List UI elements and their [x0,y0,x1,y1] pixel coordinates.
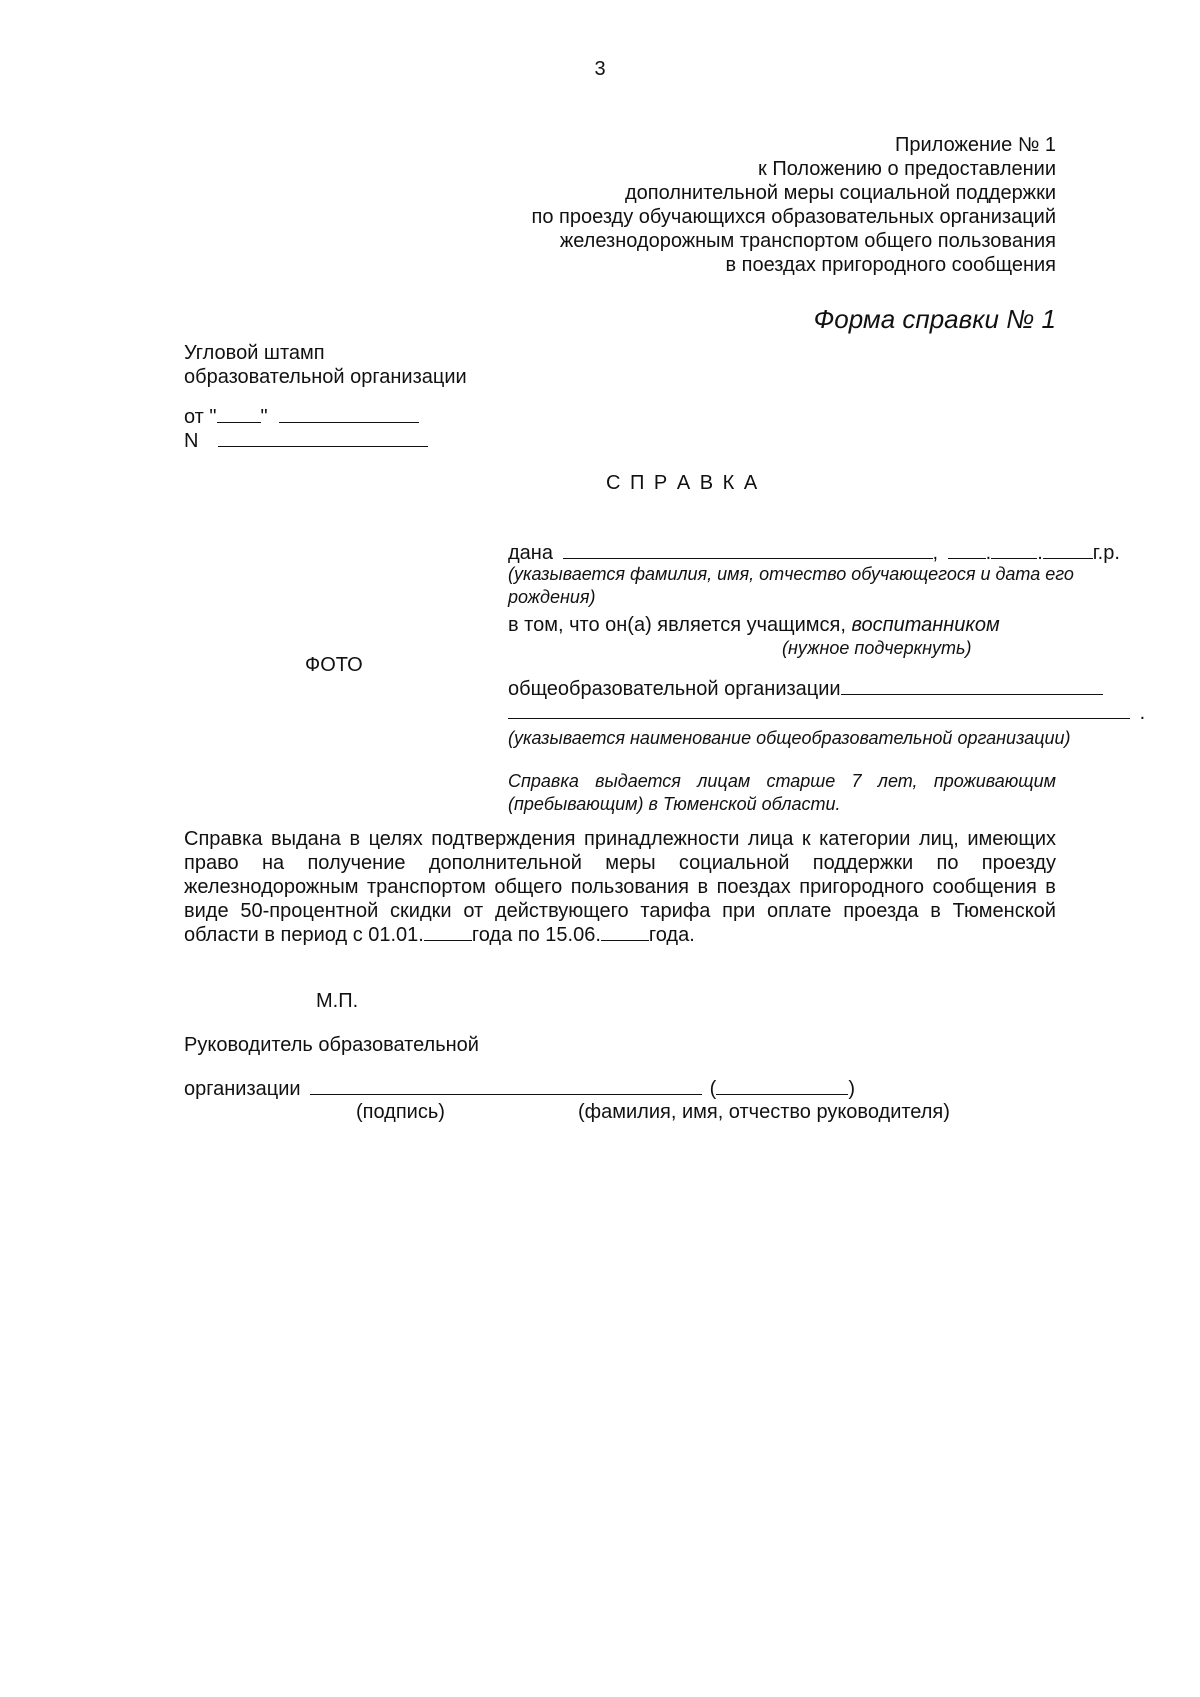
purpose-word: право [184,852,239,874]
purpose-period-end: года. [648,924,695,946]
purpose-word: меры [605,852,656,874]
purpose-word: выдана [270,828,341,850]
purpose-word: проезду [981,852,1056,874]
given-suffix: г.р. [1092,542,1120,564]
header-line-2: к Положению о предоставлении [758,158,1056,180]
purpose-word: от [463,900,484,922]
signature-hint: (подпись) [356,1101,445,1123]
purpose-word: проезда [843,900,919,922]
purpose-word: по [936,852,959,874]
purpose-word: лиц, [918,828,959,850]
purpose-word: 50-процентной [240,900,379,922]
note-word: старше [766,771,836,791]
header-line-5: железнодорожным транспортом общего пользования [559,230,1056,252]
stamp-date-row [184,404,419,430]
signature-paren-close: ) [848,1078,856,1100]
given-prefix: дана [508,542,553,564]
note-word: лет, [877,771,918,791]
status-text: в том, что он(а) является учащимся, [508,614,846,636]
organization-row [508,676,1103,702]
given-comma: , [932,542,939,564]
note-line-2: (пребывающим) в Тюменской области. [508,794,841,814]
purpose-line-2 [184,850,1056,876]
organization-row-2 [508,700,1145,726]
director-name-hint: (фамилия, имя, отчество руководителя) [578,1101,950,1123]
purpose-word: принадлежности [583,828,740,850]
purpose-word: оплате [767,900,832,922]
purpose-word: к [801,828,811,850]
purpose-period-start: области в период с 01.01. [184,924,424,946]
status-option-pupil[interactable]: воспитанником [851,614,1000,636]
organization-label: общеобразовательной организации [508,678,841,700]
organization-name-field[interactable] [841,693,1103,695]
status-hint: (нужное подчеркнуть) [782,638,972,658]
director-name-field[interactable] [716,1093,848,1095]
photo-label: ФОТО [305,654,363,676]
purpose-word: дополнительной [428,852,582,874]
purpose-word: при [722,900,756,922]
birth-day-field[interactable] [948,557,986,559]
purpose-word: железнодорожным [184,876,359,898]
given-dot-1: . [985,542,992,564]
purpose-period-mid: года по 15.06. [471,924,601,946]
purpose-line-3 [184,874,1056,900]
given-hint-line-2: рождения) [508,587,596,607]
period-end-year-field[interactable] [601,939,649,941]
purpose-word: тарифа [640,900,711,922]
purpose-word: в [349,828,361,850]
signature-paren-open: ( [709,1078,717,1100]
status-row [508,612,1000,638]
signature-field[interactable] [310,1093,702,1095]
purpose-word: в [697,876,709,898]
purpose-word: общего [494,876,563,898]
organization-dot: . [1139,702,1146,724]
stamp-line-2: образовательной организации [184,366,467,388]
purpose-word: в [1045,876,1056,898]
purpose-word: целях [368,828,423,850]
note-word: 7 [851,771,862,791]
purpose-word: лица [747,828,794,850]
purpose-line-5 [184,922,695,948]
stamp-number-field[interactable] [218,445,428,447]
stamp-day-field[interactable] [217,421,261,423]
stamp-line-1: Угловой штамп [184,342,325,364]
note-word: лицам [697,771,751,791]
organization-hint: (указывается наименование общеобразовательной организации) [508,728,1071,748]
given-dot-2: . [1037,542,1043,564]
stamp-number-prefix: N [184,430,199,452]
purpose-word: виде [184,900,229,922]
header-line-1: Приложение № 1 [895,134,1056,156]
stamp-date-field[interactable] [279,421,419,423]
purpose-word: на [261,852,285,874]
purpose-word: пригородного [799,876,924,898]
note-line-1 [508,770,1056,792]
purpose-word: Тюменской [952,900,1056,922]
given-hint-line-1: (указывается фамилия, имя, отчество обучающегося и дата его [508,564,1074,584]
purpose-word: категории [819,828,911,850]
purpose-word: поездах [716,876,791,898]
stamp-from-prefix: от " [184,406,217,428]
birth-month-field[interactable] [991,557,1037,559]
note-word: проживающим [933,771,1056,791]
document-title: С П Р А В К А [606,472,760,494]
stamp-number-row [184,428,428,454]
seal-label: М.П. [316,990,359,1012]
purpose-word: имеющих [967,828,1056,850]
purpose-line-1 [184,826,1056,852]
header-line-6: в поездах пригородного сообщения [725,254,1056,276]
purpose-word: скидки [390,900,452,922]
purpose-word: Справка [184,828,263,850]
purpose-word: транспортом [366,876,486,898]
signature-prefix: организации [184,1078,301,1100]
purpose-word: в [930,900,941,922]
purpose-word: получение [307,852,406,874]
purpose-word: поддержки [812,852,914,874]
purpose-word: подтверждения [431,828,576,850]
purpose-word: социальной [678,852,790,874]
purpose-word: действующего [494,900,629,922]
page-number: 3 [594,58,606,80]
purpose-line-4 [184,898,1056,924]
purpose-word: пользования [570,876,689,898]
form-title: Форма справки № 1 [813,304,1056,334]
note-word: выдается [595,771,681,791]
birth-year-field[interactable] [1043,557,1093,559]
note-word: Справка [508,771,579,791]
header-line-3: дополнительной меры социальной поддержки [625,182,1056,204]
stamp-from-mid: " [260,406,268,428]
student-name-field[interactable] [563,557,933,559]
period-start-year-field[interactable] [424,939,472,941]
header-line-4: по проезду обучающихся образовательных организаций [531,206,1056,228]
signature-line-1: Руководитель образовательной [184,1034,479,1056]
organization-name-field-2[interactable] [508,717,1130,719]
purpose-word: сообщения [932,876,1037,898]
